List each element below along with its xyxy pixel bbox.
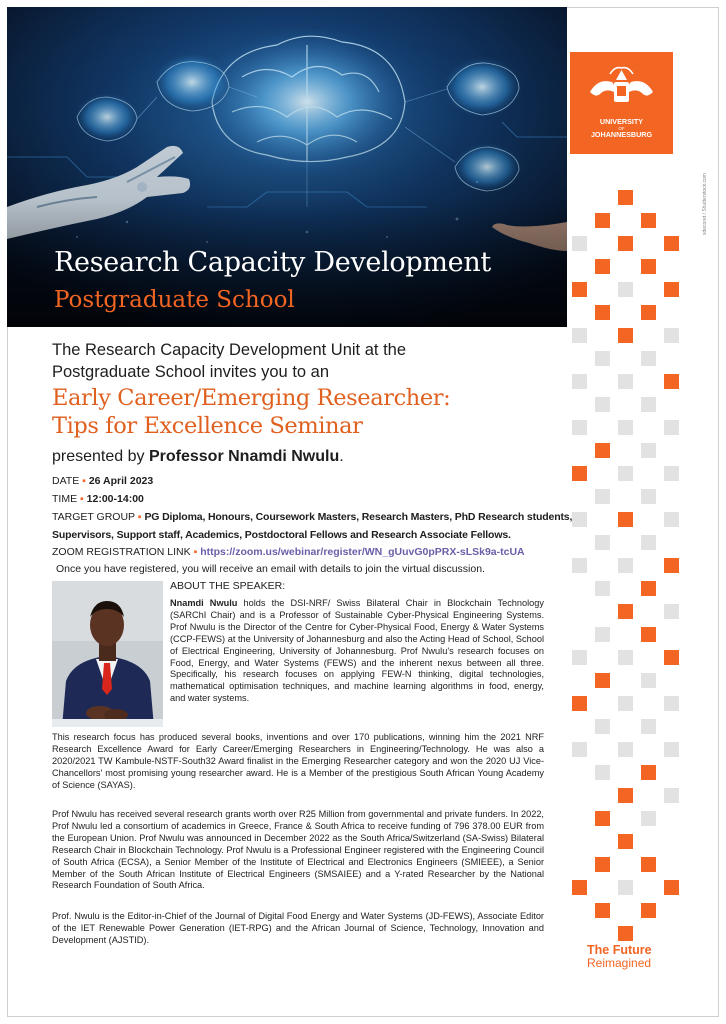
pattern-tile (664, 420, 679, 435)
pattern-tile (618, 328, 633, 343)
uj-logo-wordmark (570, 118, 673, 139)
about-speaker-heading: ABOUT THE SPEAKER: (170, 580, 286, 592)
pattern-tile (641, 857, 656, 872)
pattern-tile (618, 374, 633, 389)
pattern-tile (618, 236, 633, 251)
registration-note: Once you have registered, you will receive an email with details to join the virtual discussion. (56, 563, 485, 575)
speaker-name: Nnamdi Nwulu (170, 598, 238, 608)
intro-line-2: Postgraduate School invites you to an (52, 363, 330, 381)
pattern-tile (664, 512, 679, 527)
pattern-tile (618, 926, 633, 941)
pattern-tile (572, 328, 587, 343)
pattern-tile (572, 558, 587, 573)
pattern-tile (618, 604, 633, 619)
speaker-photo (52, 581, 163, 727)
hero-subtitle: Postgraduate School (54, 287, 295, 313)
presenter-name: Professor Nnamdi Nwulu (148, 448, 340, 465)
pattern-tile (618, 880, 633, 895)
pattern-tile (618, 512, 633, 527)
pattern-tile (664, 742, 679, 757)
pattern-tile (595, 627, 610, 642)
pattern-tile (664, 604, 679, 619)
pattern-tile (595, 857, 610, 872)
target-value-1: PG Diploma, Honours, Coursework Masters, Research Masters, PhD Research students, (144, 511, 573, 523)
separator-icon: ▪ (82, 475, 86, 487)
date-value: 26 April 2023 (88, 475, 154, 487)
pattern-tile (572, 880, 587, 895)
pattern-tile (641, 673, 656, 688)
separator-icon: ▪ (193, 546, 198, 558)
pattern-tile (572, 650, 587, 665)
pattern-tile (664, 880, 679, 895)
pattern-tile (664, 650, 679, 665)
pattern-tile (664, 696, 679, 711)
time-row (52, 493, 144, 505)
tagline-line-2: Reimagined (587, 956, 652, 970)
zoom-row (52, 546, 525, 558)
speaker-bio-3: Prof Nwulu has received several research grants worth over R25 Million from governmental and private funders. In 2022, Prof Nwulu led a consortium of academics in Greece, France & South Africa to receive funding of 796 378.00 EUR from the European Union. Prof Nwulu was announced in December 2022 as the South Africa/Switzerland (SA-Swiss) Bilateral Research Chair in Blockchain Technology. Prof Nwulu is a Professional Engineer registered with the Engineering Council of South Africa (ECSA), a Senior Member of the Institute of Electrical and Electronics Engineers (SMIEEE), a Senior Member of the South African Institute of Electrical Engineers (SMSAIEE) and a Y-rated Researcher by the National Research Foundation of South Africa. (52, 809, 544, 891)
pattern-tile (595, 213, 610, 228)
pattern-tile (641, 581, 656, 596)
pattern-tile (618, 788, 633, 803)
pattern-tile (618, 650, 633, 665)
hero-banner (7, 7, 567, 327)
pattern-tile (641, 719, 656, 734)
pattern-tile (641, 535, 656, 550)
pattern-tile (641, 627, 656, 642)
pattern-tile (595, 535, 610, 550)
date-row (52, 475, 153, 487)
pattern-tile (618, 282, 633, 297)
separator-icon: ▪ (137, 511, 142, 523)
pattern-tile (618, 696, 633, 711)
pattern-tile (572, 742, 587, 757)
pattern-tile (641, 811, 656, 826)
pattern-tile (572, 696, 587, 711)
tagline (587, 944, 652, 970)
logo-line-1: UNIVERSITY (599, 117, 644, 126)
pattern-tile (618, 420, 633, 435)
pattern-tile (641, 305, 656, 320)
pattern-tile (641, 489, 656, 504)
speaker-portrait (52, 581, 163, 727)
seminar-title-line-1: Early Career/Emerging Researcher: (52, 385, 451, 411)
ai-brain-illustration (7, 7, 567, 327)
pattern-tile (641, 903, 656, 918)
pattern-tile (618, 466, 633, 481)
pattern-tile (618, 190, 633, 205)
target-value-2: Supervisors, Support staff, Academics, Postdoctoral Fellows and Research Associate Fellows. (52, 529, 511, 541)
intro-text (52, 339, 552, 383)
pattern-tile (572, 420, 587, 435)
date-label: DATE (52, 475, 80, 487)
logo-line-2: OF (618, 126, 625, 131)
presenter-line (52, 448, 344, 466)
pattern-tile (618, 558, 633, 573)
seminar-title-line-2: Tips for Excellence Seminar (52, 413, 363, 439)
pattern-tile (572, 374, 587, 389)
pattern-tile (664, 282, 679, 297)
logo-line-3: JOHANNESBURG (590, 130, 653, 139)
target-group-row (52, 511, 572, 523)
pattern-tile (595, 903, 610, 918)
pattern-tile (595, 397, 610, 412)
separator-icon: ▪ (80, 493, 84, 505)
pattern-tile (618, 742, 633, 757)
time-label: TIME (52, 493, 78, 505)
pattern-tile (595, 811, 610, 826)
time-value: 12:00-14:00 (86, 493, 144, 505)
pattern-tile (641, 213, 656, 228)
pattern-tile (572, 236, 587, 251)
pattern-tile (641, 259, 656, 274)
uj-logo (570, 52, 673, 154)
pattern-tile (595, 351, 610, 366)
pattern-tile (664, 466, 679, 481)
speaker-bio-1-text: holds the DSI-NRF/ Swiss Bilateral Chair in Blockchain Technology (SARChI Chair) and is a Professor of Sustainable Cyber-Physical Engineering Systems. Prof Nwulu is the Director of the Centre for Cyber-Physical Food, Energy & Water Systems (CCP-FEWS) at the University of Johannesburg and also the Acting Head of School, School of Electrical Engineering, University of Johannesburg. Prof Nwulu's research focuses on Food, Energy, and Water Systems (FEWS) and the inherent nexus between all three. Specifically, his research focuses on applying FEW-N thinking, digital technologies, mathematical optimisation techniques, and machine learning algorithms in food, energy, and water systems. (170, 598, 544, 704)
pattern-tile (595, 673, 610, 688)
pattern-tile (641, 351, 656, 366)
pattern-tile (595, 489, 610, 504)
pattern-tile (641, 443, 656, 458)
presented-suffix: . (339, 448, 344, 465)
pattern-tile (595, 765, 610, 780)
pattern-tile (618, 834, 633, 849)
pattern-tile (641, 765, 656, 780)
presented-prefix: presented by (52, 448, 145, 465)
pattern-tile (595, 719, 610, 734)
pattern-tile (664, 558, 679, 573)
hero-title: Research Capacity Development (54, 247, 491, 278)
tagline-line-1: The Future (587, 943, 652, 957)
pattern-tile (595, 305, 610, 320)
pattern-tile (572, 466, 587, 481)
target-label: TARGET GROUP (52, 511, 135, 523)
image-credit: sdecoret / Shutterstock.com (702, 173, 708, 235)
speaker-bio-4: Prof. Nwulu is the Editor-in-Chief of the Journal of Digital Food Energy and Water Systems (JD-FEWS), Associate Editor of the IET Renewable Power Generation (IET-RPG) and the African Journal of Science, Technology, Innovation and Development (AJSTID). (52, 911, 544, 945)
pattern-tile (664, 374, 679, 389)
pattern-tile (572, 282, 587, 297)
speaker-bio-2: This research focus has produced several books, inventions and over 170 publications, winning him the 2021 NRF Research Excellence Award for Early Career/Emerging Researchers in Engineering/Technology. He was also a 2020/2021 TW Kambule-NSTF-South32 Award finalist in the Emerging Researcher category and won the 2020 UJ Vice-Chancellors' most promising young researcher award. He is a Member of the prestigious South African Young Academy of Science (SAYAS). (52, 732, 544, 790)
geometric-pattern (568, 190, 692, 970)
seminar-title (52, 384, 552, 440)
speaker-bio-1 (170, 598, 544, 705)
zoom-registration-link[interactable]: https://zoom.us/webinar/register/WN_gUuvG0pPRX-sLSk9a-tcUA (200, 546, 525, 558)
pattern-tile (641, 397, 656, 412)
pattern-tile (572, 512, 587, 527)
zoom-label: ZOOM REGISTRATION LINK (52, 546, 191, 558)
pattern-tile (595, 581, 610, 596)
pattern-tile (595, 259, 610, 274)
pattern-tile (664, 788, 679, 803)
intro-line-1: The Research Capacity Development Unit at the (52, 341, 407, 359)
pattern-tile (664, 236, 679, 251)
pattern-tile (595, 443, 610, 458)
uj-crest-icon (570, 52, 673, 118)
pattern-tile (664, 328, 679, 343)
